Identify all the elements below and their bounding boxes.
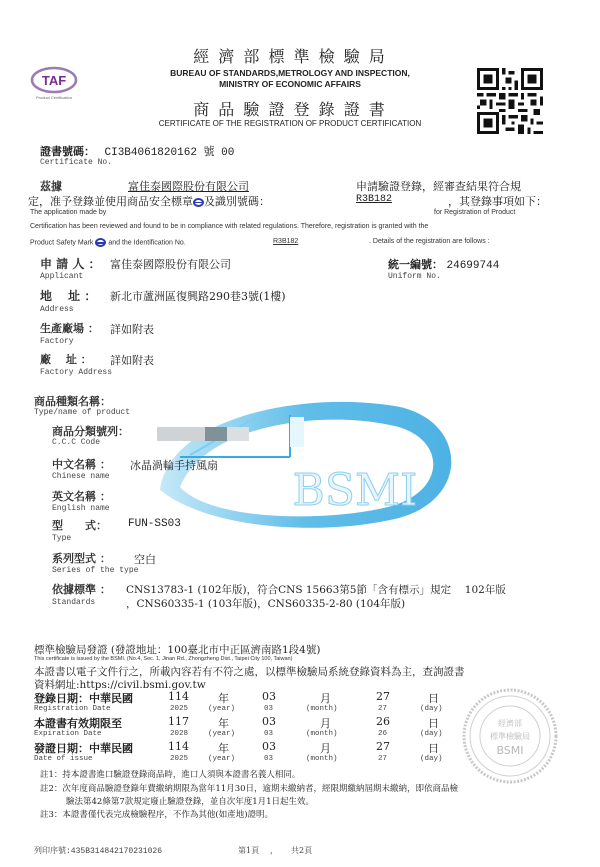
issue-date-label: 發證日期：中華民國 <box>34 742 133 755</box>
intro-prefix: 茲據 <box>40 180 62 193</box>
english-name-label-en: English name <box>52 504 110 513</box>
qr-code[interactable] <box>477 68 543 134</box>
standards-line1: CNS13783-1 (102年版)，符合CNS 15663第5節「含有標示」規定 102年版 <box>126 584 506 596</box>
address-label: 地 址 ： <box>40 289 97 303</box>
factory-address-label-en: Factory Address <box>40 368 113 377</box>
intro-en-line3-a: Product Safety Mark <box>30 239 94 247</box>
bsmi-seal <box>460 686 560 786</box>
year-unit-en: (year) <box>208 755 236 763</box>
year-unit: 年 <box>218 742 229 755</box>
chinese-name-value: 冰晶渦輪手持風扇 <box>130 459 218 472</box>
factory-value: 詳如附表 <box>110 323 154 336</box>
year-unit-en: (year) <box>208 730 236 738</box>
month-unit: 月 <box>320 717 331 730</box>
ccc-code-label-en: C.C.C Code <box>52 438 101 447</box>
page-number: 第1頁 <box>238 846 260 855</box>
expiration-ad-year: 2028 <box>170 730 189 738</box>
year-unit-en: (year) <box>208 705 236 713</box>
registration-day: 27 <box>376 690 390 703</box>
safety-mark-icon <box>95 238 106 247</box>
svg-text:BSMI: BSMI <box>292 465 418 516</box>
applicant-label-en: Applicant <box>40 272 84 281</box>
standards-line2: ，CNS60335-1 (103年版)，CNS60335-2-80 (104年版) <box>126 598 406 610</box>
uniform-no-label-en: Uniform No. <box>388 272 441 281</box>
intro-company: 富佳泰國際股份有限公司 <box>128 180 249 193</box>
type-label-en: Type <box>52 534 72 543</box>
registration-month-en: 03 <box>264 705 274 713</box>
factory-label: 生產廠場 ： <box>40 322 99 335</box>
issue-day-en: 27 <box>378 755 388 763</box>
note-2: 註2：次年度商品驗證登錄年費繳納期限為當年11月30日，逾期未繳納者，經限期繳納屆期未繳納，即依商品檢 <box>40 784 459 794</box>
chinese-name-label: 中文名稱 ： <box>52 458 111 471</box>
year-unit: 年 <box>218 717 229 730</box>
issue-day: 27 <box>376 740 390 753</box>
chinese-name-label-en: Chinese name <box>52 472 110 481</box>
notice-line1: 本證書以電子文件行之，所載內容若有不符之處，以標準檢驗局系統登錄資料為主，查詢證書 <box>34 666 465 678</box>
intro-en-line2: Certification has been reviewed and found to be in compliance with related regulations. Therefore, registration is granted with the <box>30 223 429 230</box>
issuer-line-en: This certificate is issued by the BSMI. (No.4, Sec. 1, Jinan Rd., Zhongzheng Dist., Taipei City 100, Taiwan) <box>34 656 293 662</box>
series-label-en: Series of the type <box>52 566 139 575</box>
svg-text:標準檢驗局: 標準檢驗局 <box>490 732 530 741</box>
ccc-code-label: 商品分類號列： <box>52 425 129 438</box>
svg-text:BSMI: BSMI <box>496 744 524 757</box>
taf-logo <box>30 66 80 100</box>
taf-logo-icon <box>30 66 80 104</box>
expiration-date-label: 本證書有效期限至 <box>34 717 122 730</box>
intro-en-line1-left: The application made by <box>30 209 107 216</box>
safety-mark-icon <box>193 198 204 207</box>
intro-en-line3-id: R3B182 <box>273 238 299 245</box>
expiration-month: 03 <box>262 715 276 728</box>
svg-text:TAF: TAF <box>41 73 67 88</box>
bureau-name-en-1: BUREAU OF STANDARDS,METROLOGY AND INSPECTION, <box>170 68 410 78</box>
intro-en-line1-right: for Registration of Product <box>434 209 516 216</box>
month-unit-en: (month) <box>306 705 338 713</box>
expiration-day-en: 26 <box>378 730 388 738</box>
series-value: 空白 <box>134 553 156 566</box>
standards-label: 依據標準 ： <box>52 583 111 596</box>
svg-text:Product Certification: Product Certification <box>35 95 73 100</box>
intro-line2b: 及識別號碼： <box>204 195 270 208</box>
address-label-en: Address <box>40 305 74 314</box>
certificate-title-en: CERTIFICATE OF THE REGISTRATION OF PRODUCT CERTIFICATION <box>158 119 422 128</box>
certificate-no-label: 證書號碼： <box>40 145 95 158</box>
intro-line1-right: 申請驗證登錄，經審查結果符合規 <box>356 180 521 193</box>
address-value: 新北市蘆洲區復興路290巷3號(1樓) <box>110 290 286 303</box>
expiration-roc-year: 117 <box>168 715 189 728</box>
print-serial: 列印序號:435B3148421702310​26 <box>34 847 163 856</box>
issue-ad-year: 2025 <box>170 755 189 763</box>
intro-en-line3-b: and the Identification No. <box>108 239 186 247</box>
factory-address-label: 廠 址 ： <box>40 353 92 366</box>
year-unit: 年 <box>218 692 229 705</box>
day-unit-en: (day) <box>420 730 443 738</box>
month-unit: 月 <box>320 742 331 755</box>
page-separator: ， <box>270 846 278 855</box>
bsmi-seal-icon <box>460 686 560 786</box>
registration-date-label: 登錄日期：中華民國 <box>34 692 133 705</box>
registration-ad-year: 2025 <box>170 705 189 713</box>
issuer-line: 標準檢驗局發證 (發證地址：100臺北市中正區濟南路1段4號) <box>34 644 321 656</box>
day-unit-en: (day) <box>420 705 443 713</box>
day-unit: 日 <box>428 692 439 705</box>
english-name-label: 英文名稱 ： <box>52 490 111 503</box>
registration-day-en: 27 <box>378 705 388 713</box>
page-total: 共2頁 <box>291 846 313 855</box>
applicant-label: 申 請 人 ： <box>40 257 101 271</box>
registration-roc-year: 114 <box>168 690 189 703</box>
certificate-no-value: CI3B4061820162 號 00 <box>104 147 235 159</box>
month-unit-en: (month) <box>306 730 338 738</box>
series-label: 系列型式 ： <box>52 552 111 565</box>
standards-label-en: Standards <box>52 598 96 607</box>
product-section-label-en: Type/name of product <box>34 408 131 417</box>
type-label: 型 式： <box>52 519 107 532</box>
day-unit: 日 <box>428 717 439 730</box>
day-unit: 日 <box>428 742 439 755</box>
registration-date-label-en: Registration Date <box>34 705 111 713</box>
factory-label-en: Factory <box>40 337 74 346</box>
intro-id-no: R3B182 <box>356 194 393 205</box>
issue-roc-year: 114 <box>168 740 189 753</box>
ccc-code-value-redacted <box>157 423 249 442</box>
day-unit-en: (day) <box>420 755 443 763</box>
note-1: 註1：持本證書進口驗證登錄商品時，進口人須與本證書名義人相同。 <box>40 770 301 780</box>
registration-month: 03 <box>262 690 276 703</box>
issue-month-en: 03 <box>264 755 274 763</box>
issue-month: 03 <box>262 740 276 753</box>
intro-line2: 定，准予登錄並使用商品安全標章 <box>28 195 193 208</box>
certificate-title-zh: 商 品 驗 證 登 錄 證 書 <box>193 100 387 119</box>
intro-line2-right: ，其登錄事項如下： <box>448 195 547 208</box>
applicant-value: 富佳泰國際股份有限公司 <box>110 258 231 271</box>
uniform-no-label: 統一編號： <box>388 258 443 271</box>
factory-address-value: 詳如附表 <box>110 354 154 367</box>
type-value: FUN-SS03 <box>128 518 181 530</box>
product-section-label: 商品種類名稱： <box>34 395 111 408</box>
note-3: 註3：本證書僅代表完成檢驗程序，不作為其他(如產地)證明。 <box>40 810 274 820</box>
notice-line2[interactable]: 資料網址:https://civil.bsmi.gov.tw <box>34 679 206 691</box>
intro-en-line3-c: . Details of the registration are follows : <box>369 238 490 245</box>
certificate-no-label-en: Certificate No. <box>40 158 113 167</box>
svg-text:經濟部: 經濟部 <box>498 719 522 728</box>
month-unit-en: (month) <box>306 755 338 763</box>
expiration-date-label-en: Expiration Date <box>34 730 102 738</box>
expiration-day: 26 <box>376 715 390 728</box>
issue-date-label-en: Date of issue <box>34 755 93 763</box>
bureau-name-en-2: MINISTRY OF ECONOMIC AFFAIRS <box>219 79 361 89</box>
note-2-cont: 驗法第42條第7款規定廢止驗證登錄，並自次年度1月1日起生效。 <box>66 797 315 807</box>
expiration-month-en: 03 <box>264 730 274 738</box>
uniform-no-value: 24699744 <box>446 260 500 272</box>
qr-code-icon <box>477 68 543 134</box>
month-unit: 月 <box>320 692 331 705</box>
bureau-name-zh: 經 濟 部 標 準 檢 驗 局 <box>193 47 387 66</box>
